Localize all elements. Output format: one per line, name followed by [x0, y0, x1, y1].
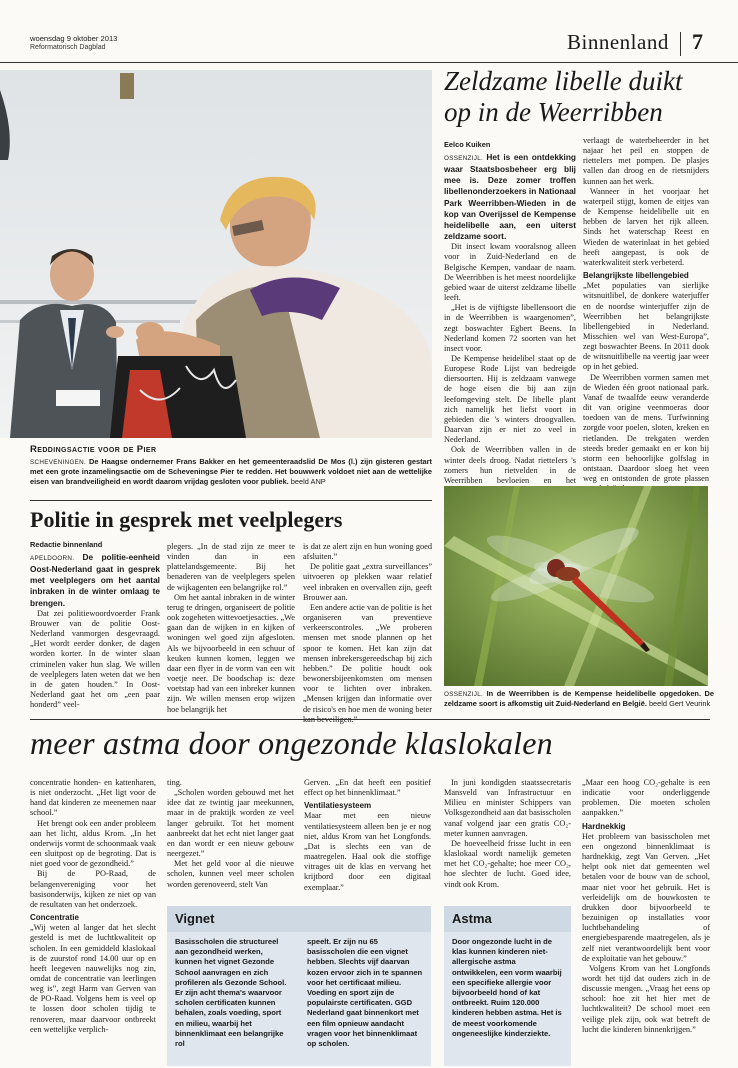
dragonfly-dateline: OSSENZIJL. — [444, 691, 484, 698]
politie-lead: De politie-eenheid Oost-Nederland gaat in gesprek met veelplegers om het aantal inbraken in de winter omlaag te brengen. — [30, 552, 160, 608]
header-paper: Reformatorisch Dagblad — [30, 44, 106, 51]
paragraph: verlaagt de waterbeheerder in het najaar het peil en stoppen de rietteIers met pompen. De plasjes vallen dan droog en de rietsnijders kunnen aan het werk. — [583, 136, 709, 186]
section-title: Binnenland — [567, 30, 669, 54]
astma-col4 — [444, 778, 571, 888]
paragraph: In juni kondigden staatssecretaris Mansveld van Infrastructuur en Milieu en minister Schippers van Volksgezondheid aan dat basisscholen vanaf volgend jaar een gratis CO₂-meter kunnen aanvragen. — [444, 778, 571, 838]
paragraph: Het brengt ook een ander probleem aan het licht, aldus Krom. „In het onderwijs vormt de schoonmaak vaak een sluitpost op de begroting. Dat is niet goed voor de gezondheid.” — [30, 818, 156, 869]
vignet-title: Vignet — [167, 906, 431, 932]
astma-col5 — [582, 778, 710, 1066]
pier-photo — [0, 70, 432, 438]
vignet-text-1: Basisscholen die structureel aan gezondheid werken, kunnen het vignet Gezonde School aanvragen en zich profileren als Gezonde School. Er zijn acht thema's waarvoor scholen certificaten kunnen behalen, zoals voeding, sport en milieu, waarbij het binnenklimaat een belangrijke rol — [175, 937, 287, 1049]
libelle-dateline: OSSENZIJL. — [444, 155, 484, 162]
pier-caption-title: Reddingsactie voor de Pier — [30, 444, 157, 455]
paragraph: Dit insect kwam vooralsnog alleen voor in Zuid-Nederland en de Belgische Kempen, vandaar de naam. De Weerribben is het meest noordelijke gebied waar de uiterst zeldzame libelle leeft. — [444, 242, 576, 303]
politie-col3 — [303, 542, 432, 712]
paragraph: „Wij weten al langer dat het slecht gesteld is met de luchtkwaliteit op scholen. In een gemiddeld klaslokaal is de zuurstof rond 14.00 uur op en heeft leegeven nauwelijks nog zin, omdat de concentratie van leerlingen weg is”, zegt Harm van Gerven van de PO-Raad. Volgens hem is veel op te lossen door scholen tijdig te renoveren, maar daarvoor ontbreekt een wettelijke verplich- — [30, 923, 156, 1034]
libelle-lead: Het is een ontdekking waar Staatsbosbeheer erg blij mee is. Deze zomer troffen libellenonderzoekers in Nationaal Park Weerribben-Wieden in de kop van Overijssel de Kempense heidelibelle aan, een uiterst zeldzame soort. — [444, 152, 576, 242]
paragraph: ting. — [167, 778, 182, 787]
page-number: 7 — [692, 29, 703, 54]
paragraph: „Met populaties van sierlijke witsnuitlibel, de donkere waterjuffer en de noordse winterjuffer zijn de Weerribben het belangrijkste libellengebied in Nederland. Misschien wel van West-Europa”, zegt boswachter Beens. In 2011 dook de witsnuitlibelle na veertig jaar weer op in het gebied. — [583, 281, 709, 372]
paragraph: „Het is de vijftigste libellensoort die in de Weerribben is waargenomen”, zegt boswachter Egbert Beens. In Nederland komen 72 soorten van het insect voor. — [444, 303, 576, 353]
dragonfly-caption — [444, 689, 714, 709]
paragraph: De Weerribben vormen samen met de Wieden één groot nationaal park. Vanaf de twaalfde eeuw veranderde dit van origine veenmoeras door toedoen van de mens. Turfwinning zorgde voor poelen, sloten, kreken en rietlanden. De trekgaten werden steeds breder gemaakt en er kon bij storm een behoorlijke golfslag in ontstaan. Daardoor sloeg het veen weg en ontstonden de grote plassen — [583, 372, 709, 484]
libelle-headline: Zeldzame libelle duikt op in de Weerribben — [444, 66, 683, 127]
vignet-text-2: speelt. Er zijn nu 65 basisscholen die een vignet hebben. Slechts vijf daarvan kozen ervoor zich in te spannen voor het certificaat milieu. Voeding en sport zijn de populairste certificaten. GGD Nederland gaat binnenkort met een film opnieuw aandacht vragen voor het binnenklimaat op scholen. — [307, 937, 423, 1049]
dragonfly-caption-text: In de Weerribben is de Kempense heidelibelle opgedoken. De zeldzame soort is afkomstig uit Zuid-Nederland en België. — [444, 689, 714, 709]
politie-author: Redactie binnenland — [30, 540, 103, 549]
paragraph: Met het geld voor al die nieuwe scholen, kunnen veel meer scholen worden gerenoveerd, stelt Van — [167, 859, 294, 889]
astma-box — [444, 906, 571, 1066]
astma-subhead-ventilatie: Ventilatiesysteem — [304, 801, 372, 811]
astma-top-rule — [30, 719, 710, 720]
politie-headline: Politie in gesprek met veelplegers — [30, 507, 343, 532]
dragonfly-photo — [444, 486, 708, 686]
astma-box-text: Door ongezonde lucht in de klas kunnen kinderen niet-allergische astma ontwikkelen, een vorm waarbij een specifieke allergie voor bijvoorbeeld hond of kat ontbreekt. Ruim 120.000 kinderen hebben astma. Het is de meest voorkomende ongeneeslijke kinderziekte. — [452, 937, 562, 1038]
paragraph: Het probleem van basisscholen met een ongezond binnenklimaat is hardnekkig, zegt Van Gerven. „Het helpt ook niet dat gemeenten wel betalen voor de bouw van de school, maar niet voor het gebruik. Het is verleidelijk om de bouwkosten te drukken door bijvoorbeeld te bezuinigen op installaties voor luchtbehandeling of energiebesparende maatregelen, als je zelf niet verantwoordelijk bent voor de exploitatie van het gebouw.” — [582, 831, 710, 963]
pier-dateline: SCHEVENINGEN. — [30, 459, 87, 466]
pier-politie-rule — [30, 500, 432, 501]
paragraph: Ook de Weerribben vallen in de winter deels droog. Nadat rietteIers 's zomers hun rietvelden in de Weerribben bevloeien en het — [444, 445, 576, 485]
paragraph: Wanneer in het voorjaar het waterpeil stijgt, komen de eitjes van de Kempense heidelibelle uit en hebben de larven het rijk alleen. Sinds het waterschap Reest en Wieden de waterinlaat in het gebied heeft aangepast, is ook de waterkwaliteit sterk verbeterd. — [583, 186, 709, 267]
paragraph: „Maar een hoog CO₂-gehalte is een indicatie voor onderliggende problemen. Die moeten scholen aanpakken.” — [582, 778, 710, 818]
politie-col1 — [30, 552, 160, 712]
libelle-subhead: Belangrijkste libellengebied — [583, 271, 689, 281]
astma-headline: meer astma door ongezonde klaslokalen — [30, 725, 553, 761]
pier-credit: beeld ANP — [290, 476, 326, 486]
header-rule — [0, 62, 738, 63]
libelle-author: Eelco Kuiken — [444, 140, 491, 149]
paragraph: De politie gaat „extra surveillances” uitvoeren op plekken waar relatief veel inbraken en overvallen zijn, geeft Brouwer aan. — [303, 562, 432, 602]
pier-caption — [30, 457, 432, 486]
paragraph: Bij de PO-Raad, de belangenvereniging voor het basisonderwijs, kijken ze niet op van de resultaten van het onderzoek. — [30, 869, 156, 909]
politie-dateline: APELDOORN. — [30, 555, 75, 562]
paragraph: Dat zei politiewoordvoerder Frank Brouwer van de politie Oost-Nederland vanmorgen desgevraagd. „Het wordt eerder donker, de dagen worden korter. In de winter slaan criminelen vaker hun slag. We willen de veelplegers laten weten dat we hen in de gaten houden.” In Oost-Nederland gaat het om „een paar honderd” veel- — [30, 608, 160, 710]
paragraph: De hoeveelheid frisse lucht in een klaslokaal wordt namelijk gemeten met het CO₂-gehalte; hoe meer CO₂, hoe slechter de lucht. Goed idee, vindt ook Krom. — [444, 838, 571, 889]
paragraph: Gerven. „En dat heeft een positief effect op het binnenklimaat.” — [304, 778, 431, 798]
pier-caption-text: De Haagse ondernemer Frans Bakker en het gemeenteraadslid De Mos (l.) zijn gisteren gestart met een grote inzamelingsactie om de Scheveningse Pier te redden. Het bouwwerk voldoet niet aan de wettelijke eisen van brandveiligheid en wordt daarom vrijdag gesloten voor publiek. — [30, 457, 433, 486]
paragraph: „Scholen worden gebouwd met het idee dat ze twintig jaar meekunnen, maar in de praktijk worden ze veel langer gebruikt. Tot het moment aanbreekt dat het echt niet langer gaat en dan wordt er een nieuw gebouw neergezet.” — [167, 788, 294, 859]
paragraph: De Kempense heidelibel staat op de Europese Rode Lijst van bedreigde diersoorten. Hij is zeldzaam vanwege de hoge eisen die bij aan zijn leefomgeving stelt. De libelle plant zich namelijk het liefst voort in gebieden die 's winters droogvallen. Daarvan zijn er niet zo veel in Nederland. — [444, 353, 576, 445]
paragraph: Maar met een nieuw ventilatiesysteem alleen ben je er nog niet, aldus Krom van het Longfonds. „Dat is slechts een van de maatregelen. Haal ook die stoffige vitrages uit de klas en vervang het krijtbord door een digitaal exemplaar.” — [304, 811, 431, 892]
paragraph: plegers. „In de stad zijn ze meer te vinden dan in een plattelandsgemeente. Bij het benaderen van de veelplegers spelen de wijkagenten een belangrijke rol.” — [167, 542, 295, 592]
paragraph: Een andere actie van de politie is het organiseren van preventieve verkeerscontroles. „We proberen mensen met snode plannen op het spoor te komen. Het kan zijn dat mensen inbrekersgereedschap bij zich hebben.” De politie houdt ook bewonersbijeenkomsten om mensen voor te lichten over inbraken. „Mensen krijgen dan informatie over de risico's en hoe men de woning beter — [303, 602, 432, 714]
section-divider — [680, 32, 681, 56]
vignet-box — [167, 906, 431, 1066]
astma-subhead-concentratie: Concentratie — [30, 913, 79, 923]
dragonfly-credit: beeld Gert Veurink — [648, 699, 711, 709]
paragraph: concentratie honden- en kattenharen, is niet onderzocht. „Het ligt voor de hand dat kinderen ze meenemen naar school.” — [30, 778, 156, 818]
libelle-col2 — [583, 136, 709, 484]
paragraph: Volgens Krom van het Longfonds wordt het tijd dat ouders zich in de discussie mengen. „Vraag het eens op school: hoe zit het hier met de luchtkwaliteit? De school moet een veilige plek zijn, ook wat betreft de lucht die kinderen binnenkrijgen.” — [582, 963, 710, 1034]
astma-col3 — [304, 778, 431, 892]
astma-subhead-hardnekkig: Hardnekkig — [582, 821, 626, 831]
astma-col2 — [167, 778, 294, 888]
astma-box-title: Astma — [444, 906, 571, 932]
libelle-col1 — [444, 152, 576, 485]
paragraph: Om het aantal inbraken in de winter terug te dringen, organiseert de politie ook zogeheten wittevoetjesacties. „We gaan dan de wijken in en kijken of woningen wel goed zijn afgesloten. Als we bijvoorbeeld in een schuur of keuken kunnen komen, leggen we daar een flyer in de vorm van een wit voetje neer. De boodschap is: deze voetstap had van een inbreker kunnen zijn. We willen mensen erop wijzen hoe belangrijk het — [167, 592, 295, 714]
header-date: woensdag 9 oktober 2013 — [30, 34, 118, 43]
paragraph: is dat ze alert zijn en hun woning goed afsluiten.” — [303, 542, 432, 562]
politie-col2 — [167, 542, 295, 712]
astma-col1 — [30, 778, 156, 1066]
